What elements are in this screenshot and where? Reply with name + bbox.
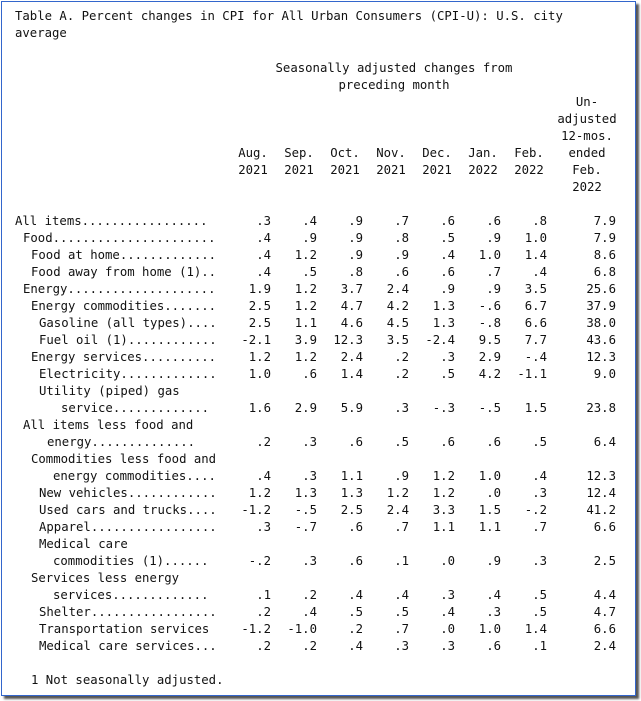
table-cell: .3 [532,486,547,500]
table-cell: .5 [302,265,317,279]
table-cell: 2.5 [248,316,271,330]
table-frame [1,1,636,696]
table-cell: 1.9 [248,282,271,296]
table-cell: -2.4 [425,333,455,347]
table-cell: .5 [394,605,409,619]
table-cell: .0 [486,486,501,500]
table-row [2,570,635,587]
column-header-year: 2022 [468,163,498,177]
table-cell: 1.2 [294,350,317,364]
table-cell: .2 [394,350,409,364]
table-cell: 12.3 [586,469,616,483]
seasonal-header-line-2: preceding month [338,78,450,92]
table-cell: .1 [532,639,547,653]
table-cell: .6 [348,520,363,534]
table-cell: .6 [394,265,409,279]
table-cell: 1.3 [432,299,455,313]
table-cell: 23.8 [586,401,616,415]
table-cell: 1.1 [294,316,317,330]
table-cell: 7.9 [593,231,616,245]
table-cell: 2.4 [386,503,409,517]
table-row [2,485,635,502]
table-cell: .5 [532,435,547,449]
table-cell: -.5 [294,503,317,517]
table-cell: .7 [394,214,409,228]
table-cell: 12.3 [333,333,363,347]
table-cell: 2.9 [478,350,501,364]
row-label: New vehicles............ [39,486,217,500]
table-cell: .4 [256,469,271,483]
table-cell: .2 [394,367,409,381]
column-header-month: Oct. [330,146,360,160]
table-cell: .2 [348,622,363,636]
table-cell: .4 [256,231,271,245]
table-cell: .2 [302,588,317,602]
table-cell: 3.5 [386,333,409,347]
table-cell: .4 [486,588,501,602]
table-cell: 1.4 [524,622,547,636]
table-cell: .3 [486,605,501,619]
table-cell: 6.8 [593,265,616,279]
table-cell: 6.6 [524,316,547,330]
table-cell: .4 [394,588,409,602]
column-header-month: Jan. [468,146,498,160]
table-cell: .7 [532,520,547,534]
column-header-year: 2022 [514,163,544,177]
table-cell: .5 [348,605,363,619]
table-cell: 6.4 [593,435,616,449]
table-cell: 7.7 [524,333,547,347]
table-cell: -.7 [294,520,317,534]
table-cell: 1.0 [478,469,501,483]
table-cell: -1.2 [241,622,271,636]
table-cell: .7 [394,622,409,636]
table-cell: .3 [532,554,547,568]
table-cell: .8 [532,214,547,228]
table-cell: 8.6 [593,248,616,262]
row-label: Gasoline (all types).... [39,316,217,330]
table-cell: -.3 [432,401,455,415]
table-row [2,349,635,366]
table-cell: -1.1 [517,367,547,381]
row-label: Energy commodities....... [31,299,217,313]
table-cell: 1.2 [432,469,455,483]
table-cell: 2.5 [340,503,363,517]
table-row [2,366,635,383]
table-row [2,400,635,417]
unadjusted-header [547,94,627,196]
table-cell: .0 [440,622,455,636]
table-cell: -.5 [478,401,501,415]
table-cell: .4 [256,248,271,262]
table-cell: 9.0 [593,367,616,381]
table-cell: 4.2 [386,299,409,313]
table-cell: 1.2 [386,486,409,500]
table-cell: .5 [532,605,547,619]
row-label: Energy.................... [23,282,216,296]
table-row [2,638,635,655]
table-cell: 1.3 [432,316,455,330]
table-cell: 2.5 [593,554,616,568]
table-cell: 38.0 [586,316,616,330]
column-header-month: Dec. [422,146,452,160]
row-label: Services less energy [31,571,180,585]
table-cell: .3 [394,639,409,653]
table-cell: 5.9 [340,401,363,415]
table-cell: 6.6 [593,622,616,636]
table-cell: 2.4 [593,639,616,653]
table-cell: 43.6 [586,333,616,347]
table-cell: 1.1 [478,520,501,534]
table-cell: .4 [256,265,271,279]
table-cell: 6.7 [524,299,547,313]
table-row [2,451,635,468]
table-cell: -.2 [524,503,547,517]
table-cell: .6 [486,435,501,449]
table-row [2,434,635,451]
table-cell: .6 [440,214,455,228]
table-cell: 1.6 [248,401,271,415]
table-cell: .3 [302,435,317,449]
seasonal-header [254,60,534,94]
table-cell: .9 [486,554,501,568]
table-cell: .2 [256,435,271,449]
row-label: Used cars and trucks.... [39,503,217,517]
row-label: Fuel oil (1)............ [39,333,217,347]
table-cell: 1.2 [248,350,271,364]
table-cell: .0 [440,554,455,568]
table-cell: 41.2 [586,503,616,517]
table-cell: 2.5 [248,299,271,313]
table-cell: .9 [348,214,363,228]
table-row [2,587,635,604]
table-cell: 1.2 [294,248,317,262]
table-cell: 1.3 [340,486,363,500]
table-cell: 1.2 [432,486,455,500]
column-header-year: 2021 [238,163,268,177]
table-cell: 7.9 [593,214,616,228]
column-header-year: 2021 [422,163,452,177]
column-header-month: Aug. [238,146,268,160]
table-cell: -.2 [248,554,271,568]
row-label: Apparel................. [39,520,217,534]
table-cell: .4 [532,469,547,483]
table-cell: .6 [486,639,501,653]
table-cell: .2 [302,639,317,653]
table-cell: .3 [394,401,409,415]
table-cell: 1.3 [294,486,317,500]
table-cell: .3 [440,588,455,602]
table-cell: .4 [532,265,547,279]
table-cell: 9.5 [478,333,501,347]
table-cell: .1 [256,588,271,602]
table-cell: .9 [394,248,409,262]
row-label: Shelter................. [39,605,217,619]
row-label: Food...................... [23,231,216,245]
row-label: Utility (piped) gas [39,384,180,398]
table-cell: 3.3 [432,503,455,517]
table-cell: .6 [348,554,363,568]
table-cell: 12.4 [586,486,616,500]
table-row [2,502,635,519]
table-title [15,8,615,42]
table-cell: 1.2 [248,486,271,500]
table-cell: 1.0 [248,367,271,381]
table-cell: 4.7 [340,299,363,313]
column-header-month: Feb. [514,146,544,160]
seasonal-header-line-1: Seasonally adjusted changes from [275,61,513,75]
table-row [2,468,635,485]
table-cell: .6 [348,435,363,449]
table-row [2,553,635,570]
table-cell: .6 [302,367,317,381]
table-cell: 4.7 [593,605,616,619]
table-cell: .9 [486,231,501,245]
table-cell: 4.4 [593,588,616,602]
table-row [2,230,635,247]
row-label: Transportation services [39,622,210,636]
unadjusted-header-line: adjusted [557,112,617,126]
table-row [2,213,635,230]
table-cell: 25.6 [586,282,616,296]
table-cell: 37.9 [586,299,616,313]
column-header-month: Nov. [376,146,406,160]
title-line-2: average [15,26,67,40]
footnote: 1 Not seasonally adjusted. [31,673,224,687]
row-label: Energy services.......... [31,350,217,364]
table-cell: .9 [486,282,501,296]
table-cell: .3 [302,554,317,568]
table-cell: .9 [302,231,317,245]
table-row [2,621,635,638]
row-label: services............. [53,588,209,602]
table-cell: .6 [440,265,455,279]
table-cell: 1.2 [294,282,317,296]
table-cell: 2.9 [294,401,317,415]
table-cell: .8 [348,265,363,279]
column-header-year: 2021 [284,163,314,177]
table-cell: .5 [440,367,455,381]
unadjusted-header-line: Feb. [572,163,602,177]
table-cell: -2.1 [241,333,271,347]
table-cell: 2.4 [340,350,363,364]
table-cell: 1.4 [340,367,363,381]
table-cell: .9 [394,469,409,483]
table-cell: 3.9 [294,333,317,347]
table-cell: .3 [256,520,271,534]
table-cell: -.8 [478,316,501,330]
row-label: Commodities less food and [31,452,217,466]
table-cell: 12.3 [586,350,616,364]
table-cell: .4 [348,639,363,653]
row-label: commodities (1)...... [53,554,209,568]
table-cell: -1.2 [241,503,271,517]
table-cell: .3 [302,469,317,483]
table-cell: 4.2 [478,367,501,381]
row-label: Medical care services... [39,639,217,653]
table-cell: .4 [302,214,317,228]
table-cell: .7 [486,265,501,279]
row-label: Food at home............. [31,248,217,262]
table-cell: 3.7 [340,282,363,296]
table-row [2,281,635,298]
table-cell: 4.6 [340,316,363,330]
table-row [2,417,635,434]
row-label: Medical care [39,537,128,551]
table-cell: .6 [440,435,455,449]
table-cell: 2.4 [386,282,409,296]
unadjusted-header-line: Un- [575,95,599,109]
row-label: Food away from home (1).. [31,265,217,279]
table-cell: 1.1 [432,520,455,534]
table-cell: .9 [348,231,363,245]
table-cell: -.4 [524,350,547,364]
table-row [2,315,635,332]
row-label: energy.............. [47,435,196,449]
table-row [2,247,635,264]
table-cell: .3 [256,214,271,228]
table-cell: .2 [256,639,271,653]
table-row [2,332,635,349]
table-cell: 1.0 [524,231,547,245]
table-cell: .9 [440,282,455,296]
table-row [2,298,635,315]
unadjusted-header-line: ended [568,146,606,160]
table-cell: -1.0 [287,622,317,636]
table-cell: .5 [532,588,547,602]
table-cell: .4 [302,605,317,619]
row-label: energy commodities.... [53,469,216,483]
table-cell: 4.5 [386,316,409,330]
table-cell: 1.5 [524,401,547,415]
table-cell: .4 [440,605,455,619]
table-row [2,519,635,536]
table-cell: .5 [394,435,409,449]
table-cell: 1.5 [478,503,501,517]
row-label: All items................. [15,214,208,228]
table-cell: -.6 [478,299,501,313]
table-cell: 6.6 [593,520,616,534]
table-row [2,604,635,621]
unadjusted-header-line: 2022 [572,180,602,194]
unadjusted-header-line: 12-mos. [561,129,613,143]
table-cell: 1.0 [478,622,501,636]
row-label: All items less food and [23,418,194,432]
table-row [2,383,635,400]
table-cell: .4 [440,248,455,262]
table-cell: .4 [348,588,363,602]
column-header-year: 2021 [330,163,360,177]
table-cell: .5 [440,231,455,245]
table-cell: .9 [348,248,363,262]
table-cell: 1.1 [340,469,363,483]
column-header-month: Sep. [284,146,314,160]
table-cell: 3.5 [524,282,547,296]
row-label: Electricity............. [39,367,217,381]
table-cell: .2 [256,605,271,619]
table-cell: .1 [394,554,409,568]
table-cell: .6 [486,214,501,228]
table-cell: 1.4 [524,248,547,262]
row-label: service............. [61,401,210,415]
table-row [2,536,635,553]
table-cell: .3 [440,350,455,364]
column-header-year: 2021 [376,163,406,177]
table-cell: 1.0 [478,248,501,262]
table-cell: .8 [394,231,409,245]
title-line-1: Table A. Percent changes in CPI for All Urban Consumers (CPI-U): U.S. city [15,9,563,23]
table-row [2,264,635,281]
table-cell: .3 [440,639,455,653]
table-cell: .7 [394,520,409,534]
table-cell: 1.2 [294,299,317,313]
